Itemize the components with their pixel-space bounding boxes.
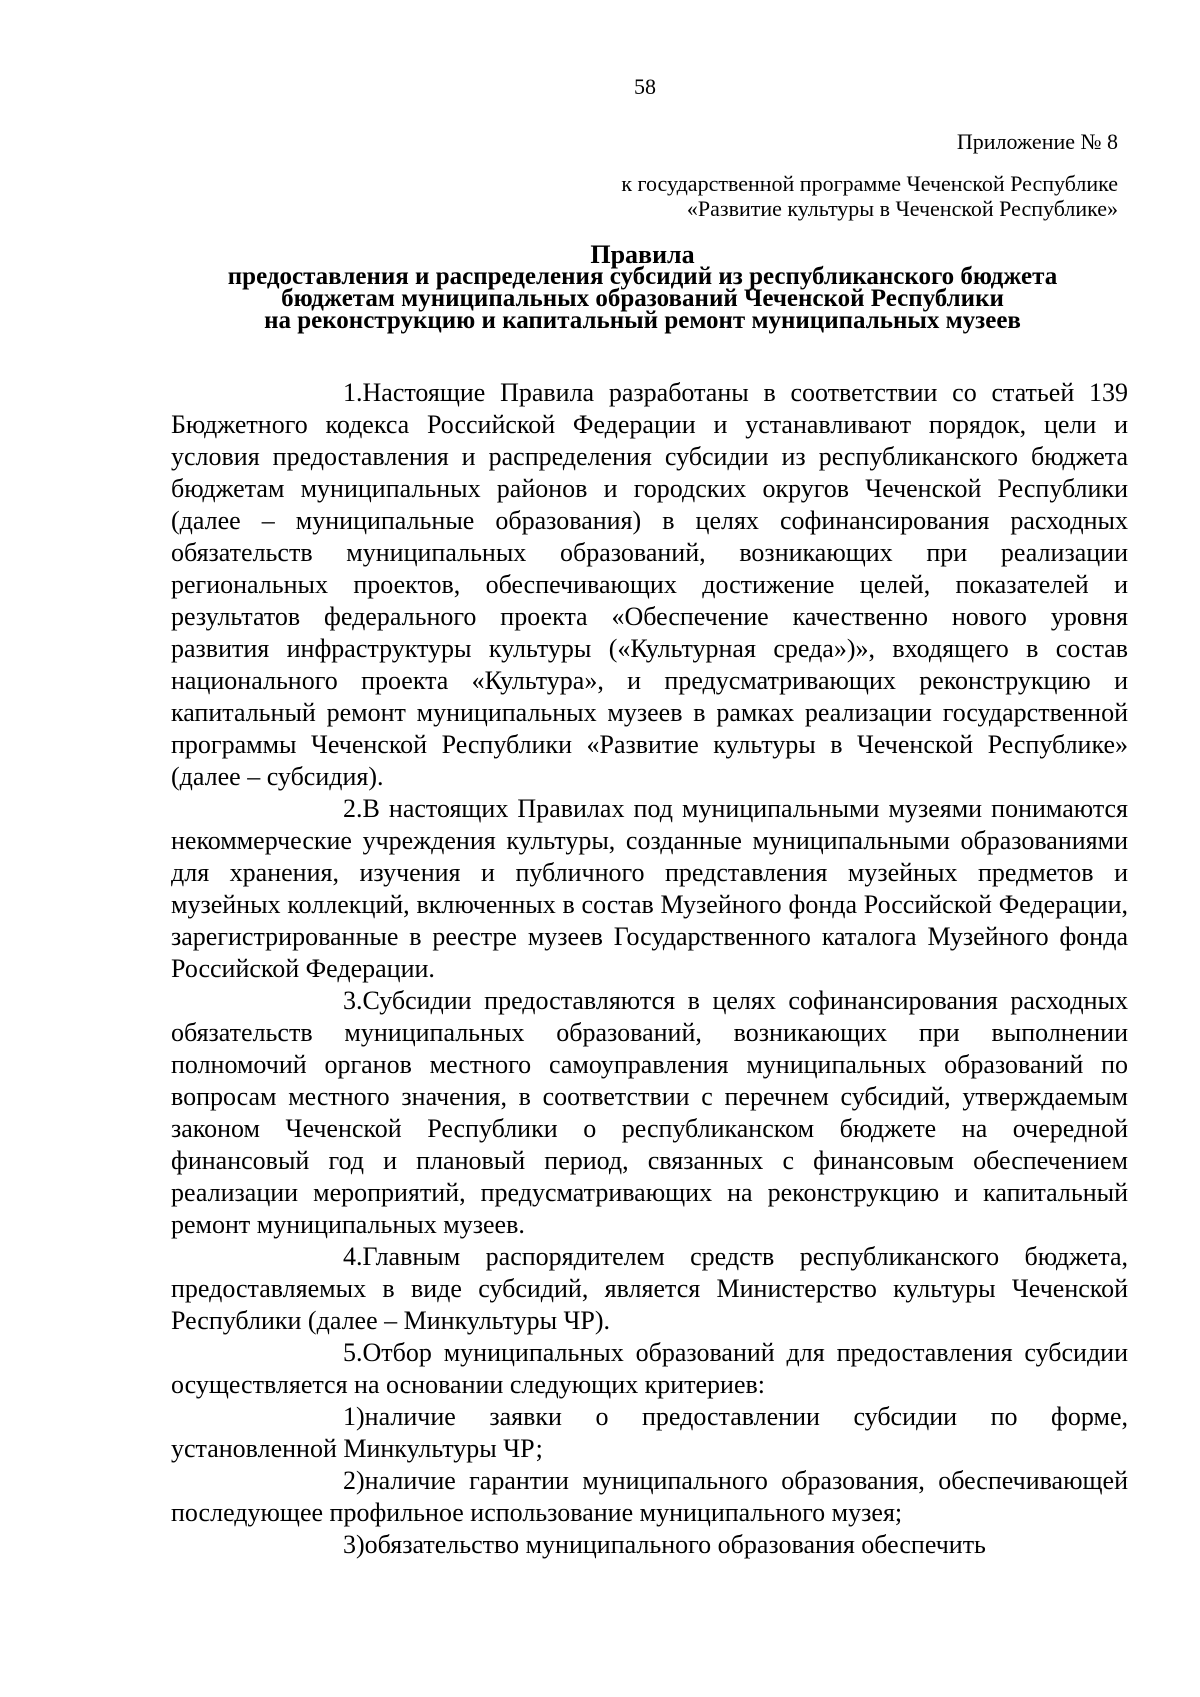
appendix-program: к государственной программе Чеченской Республике bbox=[621, 171, 1118, 196]
paragraph-number: 3. bbox=[343, 986, 363, 1015]
paragraph-number: 5. bbox=[343, 1338, 363, 1367]
appendix-number: Приложение № 8 bbox=[956, 129, 1118, 154]
paragraph-text: Настоящие Правила разработаны в соответствии со статьей 139 Бюджетного кодекса Российской Федерации и устанавливают порядок, цели и условия предоставления и распределения субсидии из республиканского бюджета бюджетам муниципальных районов и городских округов Чеченской Республики (далее – муниципальные образования) в целях софинансирования расходных обязательств муниципальных образований, возникающих при реализации региональных проектов, обеспечивающих достижение целей, показателей и результатов федерального проекта «Обеспечение качественно нового уровня развития инфраструктуры культуры («Культурная среда»)», входящего в состав национального проекта «Культура», и предусматривающих реконструкцию и капитальный ремонт муниципальных музеев в рамках реализации государственной программы Чеченской Республики «Развитие культуры в Чеченской Республике» (далее – субсидия). bbox=[171, 378, 1128, 791]
appendix-program-name: «Развитие культуры в Чеченской Республике» bbox=[686, 196, 1118, 221]
document-title bbox=[160, 240, 1125, 334]
subitem-number: 2) bbox=[343, 1466, 365, 1495]
paragraph-text: В настоящих Правилах под муниципальными музеями понимаются некоммерческие учреждения культуры, созданные муниципальными образованиями для хранения, изучения и публичного представления музейных предметов и музейных коллекций, включенных в состав Музейного фонда Российской Федерации, зарегистрированные в реестре музеев Государственного каталога Музейного фонда Российской Федерации. bbox=[171, 794, 1128, 983]
paragraph-text: Отбор муниципальных образований для предоставления субсидии осуществляется на основании следующих критериев: bbox=[171, 1338, 1128, 1399]
paragraph-number: 1. bbox=[343, 378, 363, 407]
title-line-3: на реконструкцию и капитальный ремонт муниципальных музеев bbox=[264, 307, 1021, 334]
paragraph-2 bbox=[171, 793, 1128, 985]
subitem-number: 3) bbox=[343, 1530, 365, 1559]
subitem-text: наличие заявки о предоставлении субсидии по форме, установленной Минкультуры ЧР; bbox=[171, 1402, 1128, 1463]
subitem-3 bbox=[171, 1529, 1128, 1561]
paragraph-text: Субсидии предоставляются в целях софинансирования расходных обязательств муниципальных образований, возникающих при выполнении полномочий органов местного самоуправления муниципальных образований по вопросам местного значения, в соответствии с перечнем субсидий, утверждаемым законом Чеченской Республики о республиканском бюджете на очередной финансовый год и плановый период, связанных с финансовым обеспечением реализации мероприятий, предусматривающих на реконструкцию и капитальный ремонт муниципальных музеев. bbox=[171, 986, 1128, 1239]
paragraph-4 bbox=[171, 1241, 1128, 1337]
paragraph-number: 4. bbox=[343, 1242, 363, 1271]
subitem-number: 1) bbox=[343, 1402, 365, 1431]
subitem-1 bbox=[171, 1401, 1128, 1465]
appendix-gap bbox=[621, 154, 1118, 171]
paragraph-5 bbox=[171, 1337, 1128, 1401]
paragraph-1 bbox=[171, 377, 1128, 793]
title-main: Правила bbox=[590, 240, 695, 269]
paragraph-text: Главным распорядителем средств республиканского бюджета, предоставляемых в виде субсидий, является Министерство культуры Чеченской Республики (далее – Минкультуры ЧР). bbox=[171, 1242, 1128, 1335]
subitem-2 bbox=[171, 1465, 1128, 1529]
document-body bbox=[171, 377, 1128, 1561]
page-number: 58 bbox=[634, 74, 656, 99]
paragraph-number: 2. bbox=[343, 794, 363, 823]
paragraph-3 bbox=[171, 985, 1128, 1241]
title-line-1: предоставления и распределения субсидий из республиканского бюджета bbox=[227, 263, 1058, 290]
subitem-text: наличие гарантии муниципального образования, обеспечивающей последующее профильное использование муниципального музея; bbox=[171, 1466, 1128, 1527]
appendix-header bbox=[621, 129, 1118, 221]
title-line-2: бюджетам муниципальных образований Чеченской Республики bbox=[281, 285, 1004, 312]
subitem-text: обязательство муниципального образования обеспечить bbox=[364, 1530, 986, 1559]
